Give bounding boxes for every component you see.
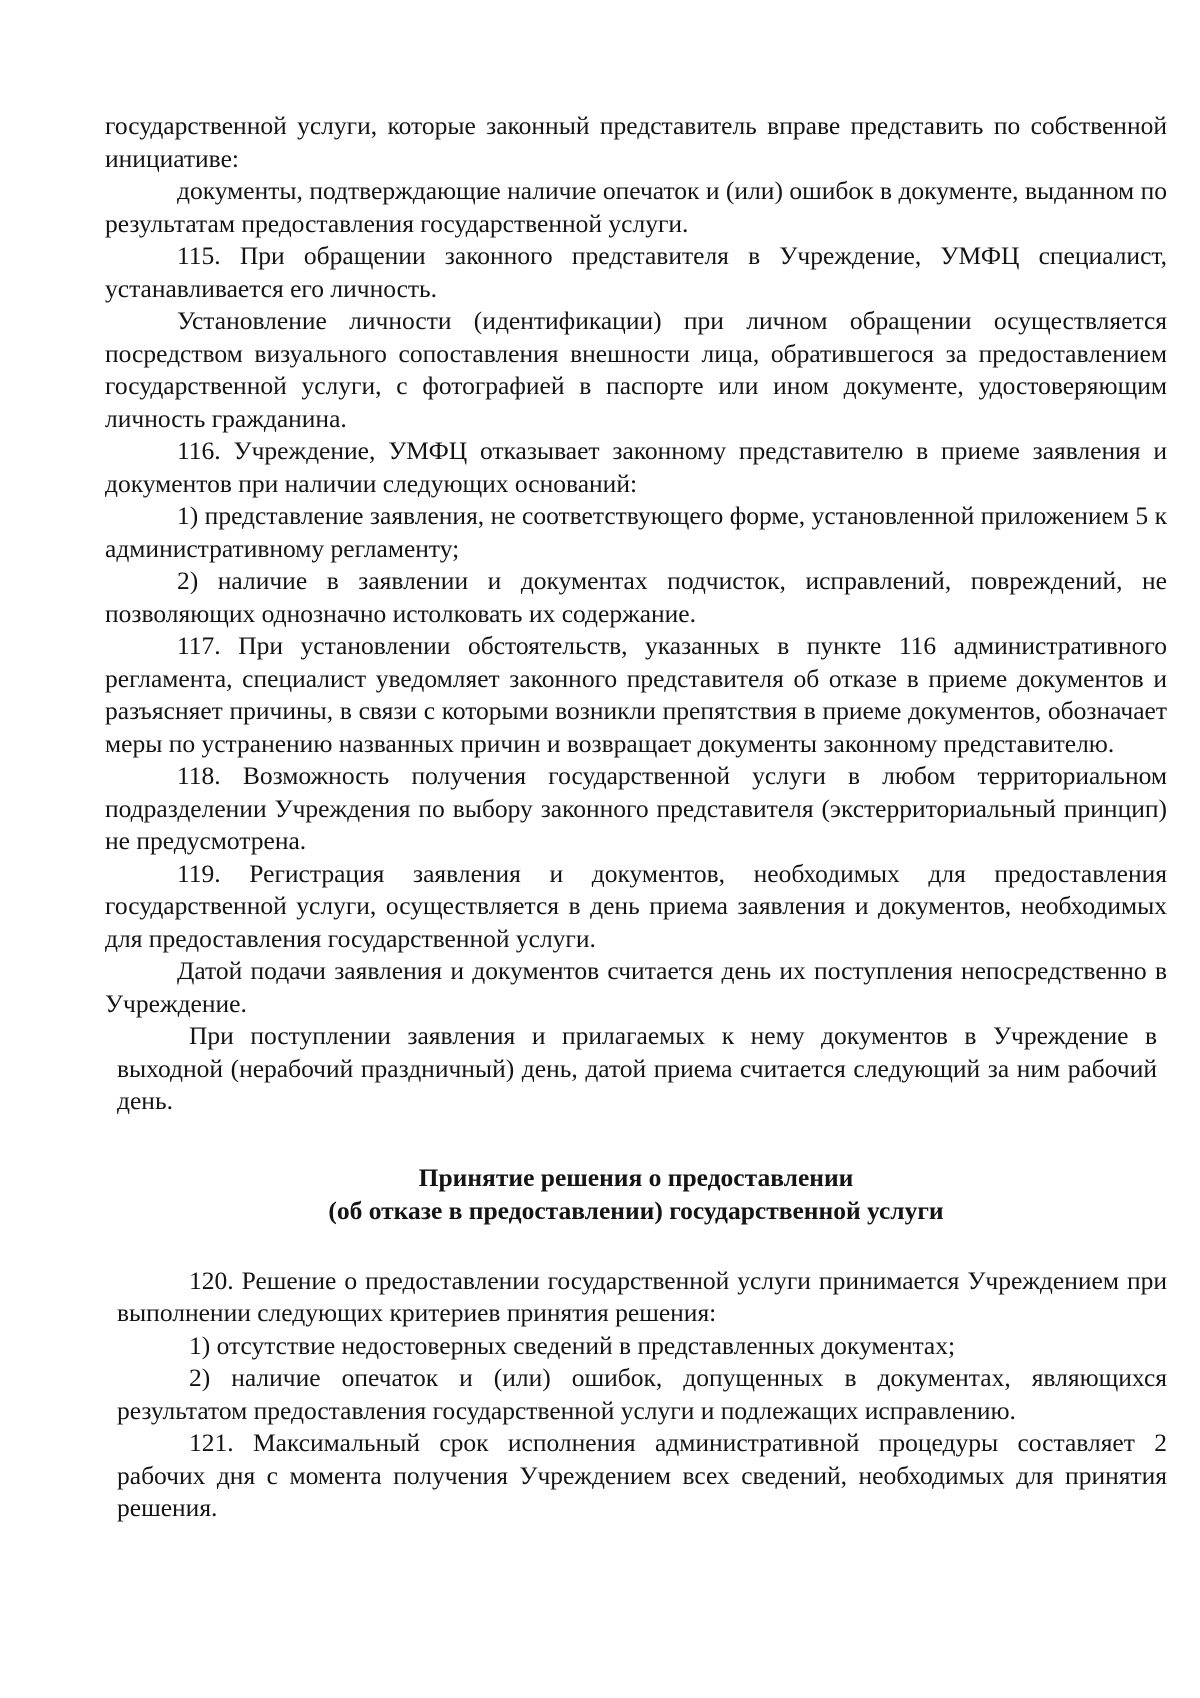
section-heading-line-1: Принятие решения о предоставлении [418, 1162, 854, 1192]
paragraph-documents-errors: документы, подтверждающие наличие опечаток и (или) ошибок в документе, выданном по результатам предоставления государственной услуги. [105, 176, 1167, 238]
paragraph-116: 116. Учреждение, УМФЦ отказывает законному представителю в приеме заявления и документов при наличии следующих оснований: [105, 436, 1167, 498]
paragraph-120-item-1: 1) отсутствие недостоверных сведений в представленных документах; [189, 1330, 956, 1360]
section-heading-line-2: (об отказе в предоставлении) государственной услуги [328, 1195, 944, 1225]
paragraph-continuation: государственной услуги, которые законный представитель вправе представить по собственной инициативе: [105, 111, 1167, 173]
section-heading [105, 1161, 1167, 1227]
paragraph-holiday-receipt: При поступлении заявления и прилагаемых к нему документов в Учреждение в выходной (нерабочий праздничный) день, датой приема считается следующий за ним рабочий день. [117, 1021, 1157, 1115]
paragraph-116-item-1: 1) представление заявления, не соответствующего форме, установленной приложением 5 к административному регламенту; [105, 501, 1167, 563]
decision-section [105, 1265, 1167, 1525]
paragraph-119: 119. Регистрация заявления и документов, необходимых для предоставления государственной услуги, осуществляется в день приема заявления и документов, необходимых для предоставления государственной услуги. [105, 858, 1167, 953]
paragraph-116-item-2: 2) наличие в заявлении и документах подчисток, исправлений, повреждений, не позволяющих однозначно истолковать их содержание. [105, 566, 1167, 628]
paragraph-121: 121. Максимальный срок исполнения административной процедуры составляет 2 рабочих дня с момента получения Учреждением всех сведений, необходимых для принятия решения. [117, 1428, 1167, 1522]
paragraph-120-item-2: 2) наличие опечаток и (или) ошибок, допущенных в документах, являющихся результатом предоставления государственной услуги и подлежащих исправлению. [117, 1363, 1167, 1425]
paragraph-identification: Установление личности (идентификации) при личном обращении осуществляется посредством визуального сопоставления внешности лица, обратившегося за предоставлением государственной услуги, с фотографией в паспорте или ином документе, удостоверяющим личность гражданина. [105, 306, 1167, 433]
paragraph-118: 118. Возможность получения государственной услуги в любом территориальном подразделении Учреждения по выбору законного представителя (экстерриториальный принцип) не предусмотрена. [105, 761, 1167, 855]
paragraph-filing-date: Датой подачи заявления и документов считается день их поступления непосредственно в Учреждение. [105, 956, 1167, 1018]
paragraph-115: 115. При обращении законного представителя в Учреждение, УМФЦ специалист, устанавливается его личность. [105, 241, 1167, 303]
paragraph-117: 117. При установлении обстоятельств, указанных в пункте 116 административного регламента, специалист уведомляет законного представителя об отказе в приеме документов и разъясняет причины, в связи с которыми возникли препятствия в приеме документов, обозначает меры по устранению названных причин и возвращает документы законному представителю. [105, 631, 1167, 758]
paragraph-120: 120. Решение о предоставлении государственной услуги принимается Учреждением при выполнении следующих критериев принятия решения: [117, 1265, 1167, 1327]
document-body [105, 110, 1167, 1525]
